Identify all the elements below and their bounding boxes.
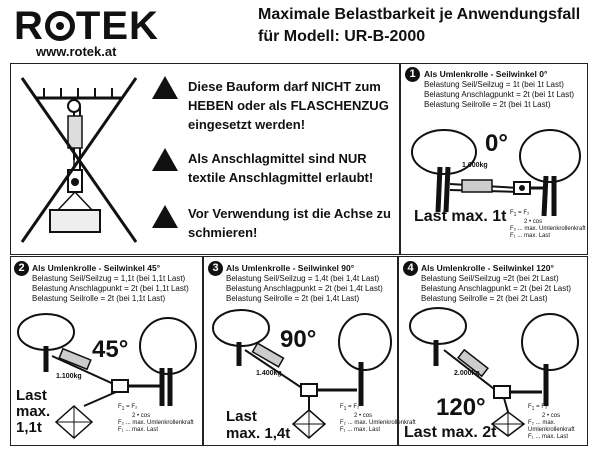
case-line-pulley: Belastung Seilrolle = 2t (bei 2t Last) <box>421 294 548 303</box>
case-line-anchor: Belastung Anschlagpunkt = 2t (bei 2t Last) <box>421 284 572 293</box>
case-line-pulley: Belastung Seilrolle = 2t (bei 1,4t Last) <box>226 294 360 303</box>
case-number-badge: 4 <box>403 261 418 276</box>
rope-load-label: 1.100kg <box>56 373 82 380</box>
warning-text-1: Diese Bauform darf NICHT zum HEBEN oder als FLASCHENZUG eingesetzt werden! <box>188 79 389 132</box>
max-load-label: Last max. 1,4t <box>226 408 291 442</box>
case-title: Als Umlenkrolle - Seilwinkel 0° <box>424 69 548 79</box>
angle-label: 0° <box>485 130 508 157</box>
rope-load-label: 1.400kg <box>256 370 282 377</box>
rotek-logo: R TEK <box>14 4 159 48</box>
logo-ring-icon <box>45 11 75 41</box>
case-line-anchor: Belastung Anschlagpunkt = 2t (bei 1t Last) <box>424 90 575 99</box>
page-subtitle: für Modell: UR-B-2000 <box>258 28 426 45</box>
rope-load-label: 1.000kg <box>462 162 488 169</box>
force-formula: $F_1 = F_2$ 2 • cos F₂ ... max. Umlenkrollenkraft F₁ ... max. Last <box>118 404 194 434</box>
case-title: Als Umlenkrolle - Seilwinkel 45° <box>32 263 161 273</box>
force-formula: $F_1 = F_2$ 2 • cos F₂ ... max. Umlenkrollenkraft F₁ ... max. Last <box>510 210 586 240</box>
warning-icon: ! <box>152 205 178 228</box>
max-load-label: Last max. 1t <box>414 208 507 225</box>
case-line-anchor: Belastung Anschlagpunkt = 2t (bei 1,4t Last) <box>226 284 383 293</box>
rope-load-label: 2.000kg <box>454 370 480 377</box>
website-url[interactable]: www.rotek.at <box>36 44 117 59</box>
warning-icon: ! <box>152 148 178 171</box>
force-formula: $F_1 = F_2$ 2 • cos F₂ ... max. Umlenkrollenkraft F₁ ... max. Last <box>528 404 575 441</box>
warning-text-3: Vor Verwendung ist die Achse zu schmieren! <box>188 206 391 240</box>
case-number-badge: 3 <box>208 261 223 276</box>
max-load-label: Last max. 1,1t <box>16 387 51 436</box>
page-title: Maximale Belastbarkeit je Anwendungsfall <box>258 6 581 23</box>
case-title: Als Umlenkrolle - Seilwinkel 90° <box>226 263 355 273</box>
case-line-rope: Belastung Seil/Seilzug = 1,1t (bei 1,1t Last) <box>32 274 186 283</box>
case-number-badge: 2 <box>14 261 29 276</box>
case-number-badge: 1 <box>405 67 420 82</box>
case-line-anchor: Belastung Anschlagpunkt = 2t (bei 1,1t Last) <box>32 284 189 293</box>
angle-label: 120° <box>436 394 486 421</box>
case-line-pulley: Belastung Seilrolle = 2t (bei 1t Last) <box>424 100 551 109</box>
angle-label: 90° <box>280 326 317 353</box>
case-line-rope: Belastung Seil/Seilzug = 1,4t (bei 1,4t Last) <box>226 274 380 283</box>
warning-text-2: Als Anschlagmittel sind NUR textile Anschlagmittel erlaubt! <box>188 151 374 185</box>
crossed-out-hoist-illustration <box>16 70 142 250</box>
warning-icon: ! <box>152 76 178 99</box>
case-line-rope: Belastung Seil/Seilzug =2t (bei 2t Last) <box>421 274 559 283</box>
case-line-pulley: Belastung Seilrolle = 2t (bei 1,1t Last) <box>32 294 166 303</box>
max-load-label: Last max. 2t <box>404 424 497 441</box>
case-title: Als Umlenkrolle - Seilwinkel 120° <box>421 263 554 273</box>
case-line-rope: Belastung Seil/Seilzug = 1t (bei 1t Last) <box>424 80 564 89</box>
force-formula: $F_1 = F_2$ 2 • cos F₂ ... max. Umlenkrollenkraft F₁ ... max. Last <box>340 404 416 434</box>
angle-label: 45° <box>92 336 129 363</box>
